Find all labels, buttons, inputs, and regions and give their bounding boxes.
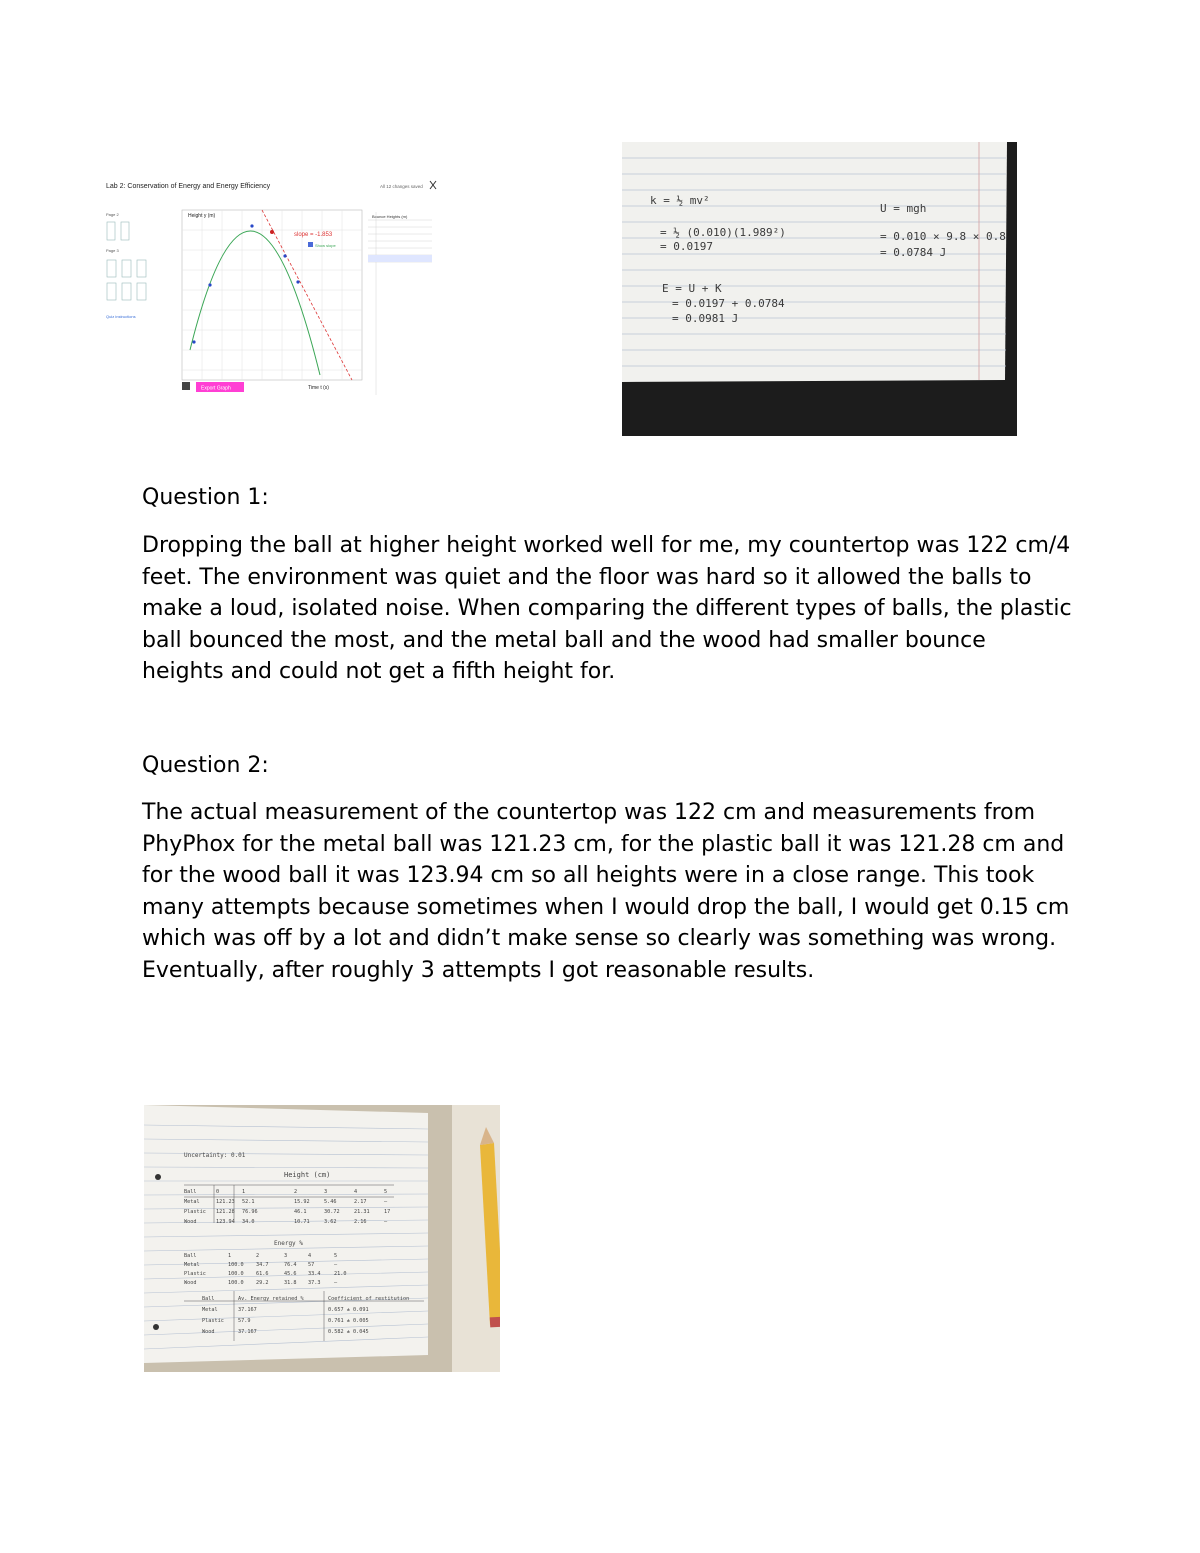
notes-line-8: = 0.010 × 9.8 × 0.8 — [880, 230, 1006, 243]
table-cell: 37.167 — [238, 1329, 257, 1335]
table-header-cell: 2 — [256, 1253, 260, 1259]
table-header-cell: Ball — [184, 1189, 197, 1195]
table-cell: — — [384, 1219, 388, 1225]
table-cell: 76.4 — [284, 1262, 297, 1268]
table-cell: Metal — [202, 1307, 218, 1313]
table-cell: Plastic — [184, 1271, 206, 1277]
table-cell: 21.0 — [334, 1271, 347, 1277]
table-cell: 21.31 — [354, 1209, 370, 1215]
table-cell: — — [384, 1199, 388, 1205]
table-cell: 61.6 — [256, 1271, 269, 1277]
graph-title: Lab 2: Conservation of Energy and Energy Efficiency — [106, 183, 271, 190]
notes-line-7: U = mgh — [880, 202, 927, 215]
table-cell: 0.761 ± 0.005 — [328, 1318, 369, 1324]
table-photo-caption: Uncertainty: 0.01 — [184, 1152, 246, 1159]
table-header-cell: Ball — [202, 1296, 215, 1302]
table-2-title: Energy % — [274, 1240, 303, 1247]
table-cell: 31.8 — [284, 1280, 297, 1286]
table-cell: 100.0 — [228, 1271, 244, 1277]
table-header-cell: Av. Energy retained % — [238, 1296, 304, 1302]
data-table-photo — [144, 1105, 500, 1372]
table-header-cell: 0 — [216, 1189, 220, 1195]
sidebar-label-page-2: Page 2 — [106, 212, 119, 217]
export-graph-button-label: Export Graph — [201, 385, 231, 392]
table-header-cell: Ball — [184, 1253, 197, 1259]
notes-line-2: = ½ (0.010)(1.989²) — [660, 226, 786, 239]
table-cell: 37.3 — [308, 1280, 321, 1286]
table-header-cell: 3 — [324, 1189, 328, 1195]
table-cell: 2.16 — [354, 1219, 367, 1225]
table-cell: 5.46 — [324, 1199, 337, 1205]
table-cell: 15.92 — [294, 1199, 310, 1205]
notes-line-3: = 0.0197 — [660, 240, 713, 253]
table-cell: 34.0 — [242, 1219, 255, 1225]
table-cell: — — [334, 1262, 338, 1268]
question-2-answer: The actual measurement of the countertop was 122 cm and measurements from PhyPhox for the metal ball was 121.23 cm, for the plastic ball it was 121.28 cm and for the wood ball it was 123.94 cm so all heights were in a close range. This took many attempts because sometimes when I would drop the ball, I would get 0.15 cm which was off by a lot and didn’t make sense so clearly was something was wrong. Eventually, after roughly 3 attempts I got reasonable results. — [142, 800, 1070, 983]
notes-line-5: = 0.0197 + 0.0784 — [672, 297, 785, 310]
table-cell: 123.94 — [216, 1219, 235, 1225]
x-axis-label: Time t (s) — [308, 385, 329, 391]
energy-notes-photo — [622, 142, 1017, 436]
table-cell: Wood — [184, 1219, 197, 1225]
table-cell: 0.582 ± 0.045 — [328, 1329, 369, 1335]
table-cell: 57.9 — [238, 1318, 251, 1324]
table-cell: Wood — [184, 1280, 197, 1286]
table-header-cell: 4 — [308, 1253, 312, 1259]
table-cell: 100.0 — [228, 1280, 244, 1286]
table-cell: 57 — [308, 1262, 315, 1268]
table-cell: 30.72 — [324, 1209, 340, 1215]
table-cell: 45.6 — [284, 1271, 297, 1277]
table-cell: 10.71 — [294, 1219, 310, 1225]
slope-label: slope = -1.853 — [294, 232, 333, 238]
table-cell: 121.28 — [216, 1209, 235, 1215]
table-cell: 76.96 — [242, 1209, 258, 1215]
table-cell: 33.4 — [308, 1271, 321, 1277]
question-1-heading: Question 1: — [142, 485, 269, 510]
table-header-cell: 4 — [354, 1189, 358, 1195]
table-cell: 34.7 — [256, 1262, 269, 1268]
notes-line-6: = 0.0981 J — [672, 312, 739, 325]
table-cell: Plastic — [184, 1209, 206, 1215]
table-cell: 100.0 — [228, 1262, 244, 1268]
table-1-title: Height (cm) — [284, 1171, 331, 1179]
checkbox-label: Show slope — [315, 243, 336, 248]
table-cell: 17 — [384, 1209, 391, 1215]
table-cell: Plastic — [202, 1318, 224, 1324]
table-cell: 37.167 — [238, 1307, 257, 1313]
table-cell: — — [334, 1280, 338, 1286]
table-cell: Wood — [202, 1329, 215, 1335]
table-cell: 3.62 — [324, 1219, 337, 1225]
question-1-answer: Dropping the ball at higher height worked well for me, my countertop was 122 cm/4 feet. The environment was quiet and the floor was hard so it allowed the balls to make a loud, isolated noise. When comparing the different types of balls, the plastic ball bounced the most, and the metal ball and the wood had smaller bounce heights and could not get a fifth height for. — [142, 533, 1072, 684]
table-header-cell: 2 — [294, 1189, 298, 1195]
sidebar-label-page-3: Page 3 — [106, 248, 119, 253]
notes-line-1: k = ½ mv² — [650, 194, 710, 207]
question-2-heading: Question 2: — [142, 753, 269, 778]
checkbox-icon — [308, 242, 313, 247]
table-cell: 121.23 — [216, 1199, 235, 1205]
notes-line-4: E = U + K — [662, 282, 722, 295]
table-header-cell: 1 — [228, 1253, 232, 1259]
table-cell: 2.17 — [354, 1199, 367, 1205]
table-cell: 0.657 ± 0.091 — [328, 1307, 369, 1313]
table-header-cell: 3 — [284, 1253, 288, 1259]
table-header-cell: 1 — [242, 1189, 246, 1195]
table-header-cell: 5 — [384, 1189, 388, 1195]
y-axis-label: Height y (m) — [188, 213, 216, 219]
table-cell: 29.2 — [256, 1280, 269, 1286]
table-header-cell: 5 — [334, 1253, 338, 1259]
notes-line-9: = 0.0784 J — [880, 246, 947, 259]
table-cell: 46.1 — [294, 1209, 307, 1215]
graph-table-header: Bounce Heights (m) — [372, 214, 408, 219]
sidebar-link: Quiz instructions — [106, 314, 136, 319]
table-cell: 52.1 — [242, 1199, 255, 1205]
graph-screenshot-image — [102, 170, 438, 398]
graph-plot — [182, 210, 362, 391]
table-header-cell: Coefficient of restitution — [328, 1296, 410, 1302]
table-cell: Metal — [184, 1262, 200, 1268]
table-cell: Metal — [184, 1199, 200, 1205]
graph-save-status: All 12 changes saved — [380, 184, 423, 189]
